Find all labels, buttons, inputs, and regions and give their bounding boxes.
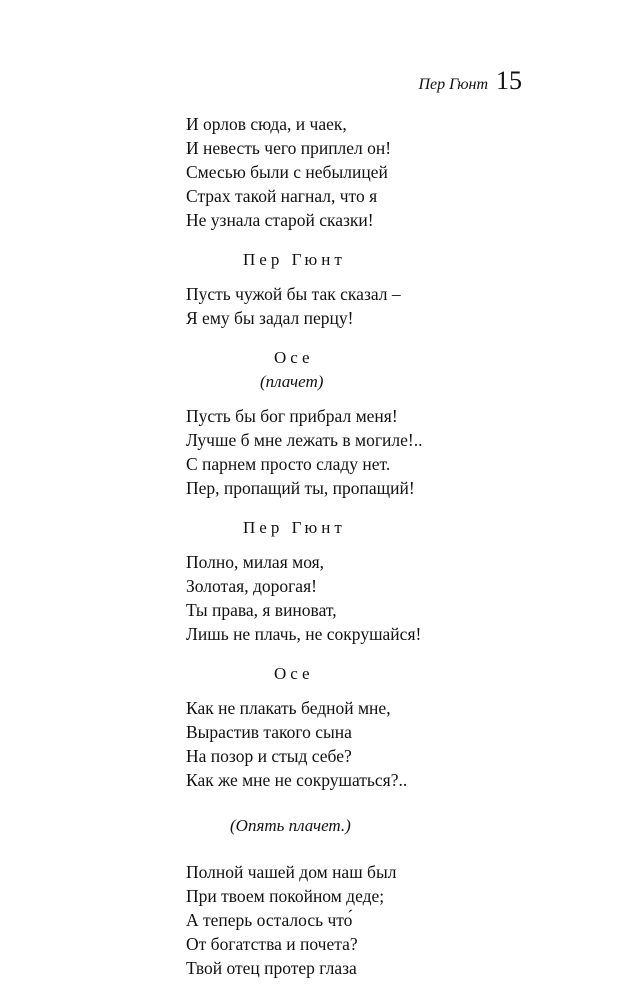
- verse-line: Пер, пропащий ты, пропащий!: [186, 478, 415, 498]
- speaker-name: Осе: [274, 348, 314, 367]
- verse-line: Золотая, дорогая!: [186, 576, 317, 596]
- stanza: [186, 696, 586, 792]
- verse-line: А теперь осталось что́: [186, 910, 353, 930]
- play-text: [186, 112, 586, 980]
- verse-line: Смесью были с небылицей: [186, 162, 388, 182]
- verse-line: От богатства и почета?: [186, 934, 358, 954]
- stage-direction: (плачет): [260, 372, 324, 391]
- verse-line: Полной чашей дом наш был: [186, 862, 397, 882]
- verse-line: На позор и стыд себе?: [186, 746, 352, 766]
- verse-line: Ты права, я виноват,: [186, 600, 337, 620]
- verse-line: Как же мне не сокрушаться?..: [186, 770, 408, 790]
- verse-line: Как не плакать бедной мне,: [186, 698, 391, 718]
- verse-line: Не узнала старой сказки!: [186, 210, 374, 230]
- verse-line: Вырастив такого сына: [186, 722, 352, 742]
- verse-line: Лишь не плачь, не сокрушайся!: [186, 624, 422, 644]
- speaker-name: Пер Гюнт: [243, 250, 346, 269]
- page-header: [419, 66, 523, 96]
- verse-line: Страх такой нагнал, что я: [186, 186, 378, 206]
- verse-line: Пусть бы бог прибрал меня!: [186, 406, 398, 426]
- stage-direction: (Опять плачет.): [230, 816, 351, 835]
- speaker-name: Пер Гюнт: [243, 518, 346, 537]
- verse-line: И орлов сюда, и чаек,: [186, 114, 347, 134]
- verse-line: При твоем покойном деде;: [186, 886, 385, 906]
- verse-line: Твой отец протер глаза: [186, 958, 357, 978]
- stanza: [186, 112, 586, 232]
- verse-line: Пусть чужой бы так сказал –: [186, 284, 401, 304]
- verse-line: И невесть чего приплел он!: [186, 138, 392, 158]
- stanza: [186, 404, 586, 500]
- stanza: [186, 282, 586, 330]
- verse-line: Полно, милая моя,: [186, 552, 325, 572]
- verse-line: Я ему бы задал перцу!: [186, 308, 354, 328]
- stanza: [186, 860, 586, 980]
- running-title: Пер Гюнт: [418, 76, 488, 93]
- speaker-name: Осе: [274, 664, 314, 683]
- stanza: [186, 550, 586, 646]
- verse-line: С парнем просто сладу нет.: [186, 454, 391, 474]
- page-number: 15: [496, 66, 522, 95]
- verse-line: Лучше б мне лежать в могиле!..: [186, 430, 423, 450]
